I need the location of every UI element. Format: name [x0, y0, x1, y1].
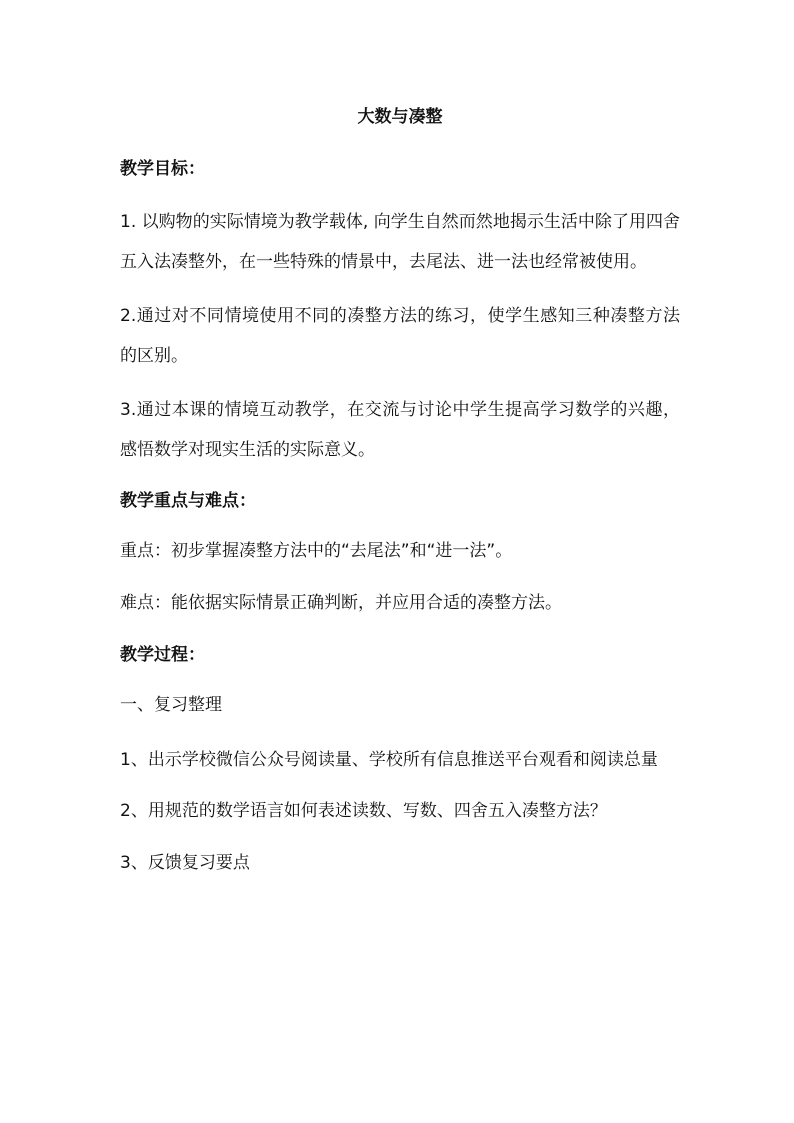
objective-1: 1. 以购物的实际情境为教学载体, 向学生自然而然地揭示生活中除了用四舍五入法凑整外，在一些特殊的情景中，去尾法、进一法也经常被使用。	[120, 212, 680, 272]
process-heading: 教学过程：	[120, 645, 205, 665]
key-points-heading: 教学重点与难点：	[120, 491, 256, 511]
key-point: 重点：初步掌握凑整方法中的“去尾法”和“进一法”。	[120, 541, 513, 561]
difficulty-point: 难点：能依据实际情景正确判断，并应用合适的凑整方法。	[120, 593, 562, 613]
document-title: 大数与凑整	[357, 107, 443, 127]
step-1: 1、出示学校微信公众号阅读量、学校所有信息推送平台观看和阅读总量	[120, 750, 658, 770]
step-2: 2、用规范的数学语言如何表述读数、写数、四舍五入凑整方法？	[120, 801, 607, 821]
objectives-heading: 教学目标：	[120, 159, 205, 179]
step-3: 3、反馈复习要点	[120, 853, 250, 873]
objective-3: 3.通过本课的情境互动教学，在交流与讨论中学生提高学习数学的兴趣，感悟数学对现实生活的实际意义。	[120, 400, 680, 460]
document-body	[120, 100, 680, 898]
step-heading: 一、复习整理	[120, 695, 222, 715]
objective-2: 2.通过对不同情境使用不同的凑整方法的练习，使学生感知三种凑整方法的区别。	[120, 306, 680, 366]
